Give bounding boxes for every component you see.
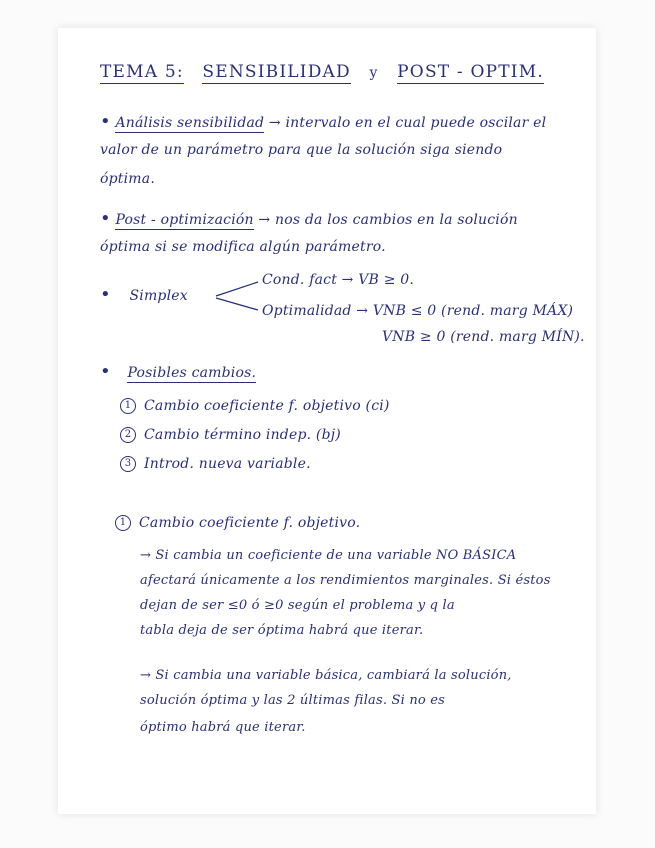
cambios-title: Posibles cambios. <box>127 365 257 381</box>
title-and: y <box>369 65 379 81</box>
detalle-p2-line: óptimo habrá que iterar. <box>140 720 306 735</box>
simplex-label <box>100 286 188 304</box>
cambios-item-1 <box>120 398 390 414</box>
postopt-term: Post - optimización <box>115 212 254 228</box>
bullet-icon: • <box>100 284 111 305</box>
simplex-cond-optimalidad-max: Optimalidad → VNB ≤ 0 (rend. marg MÁX) <box>262 303 574 319</box>
page-title <box>100 62 544 82</box>
detalle-heading <box>115 515 360 531</box>
sensibilidad-def-2: valor de un parámetro para que la solución siga siendo <box>100 142 503 158</box>
cambios-item-text: Cambio coeficiente f. objetivo (ci) <box>144 398 390 414</box>
sensibilidad-def-3: óptima. <box>100 171 155 187</box>
detalle-p2-line: → Si cambia una variable básica, cambiará la solución, <box>140 668 512 683</box>
cambios-item-3 <box>120 456 311 472</box>
detalle-title: Cambio coeficiente f. objetivo. <box>139 515 361 531</box>
detalle-p1-line: afectará únicamente a los rendimientos marginales. Si éstos <box>140 573 551 588</box>
sensibilidad-term: Análisis sensibilidad <box>115 115 265 131</box>
postopt-line1 <box>100 210 518 228</box>
bullet-icon: • <box>100 361 111 382</box>
cambios-heading <box>100 363 256 381</box>
simplex-cond-factibilidad: Cond. fact → VB ≥ 0. <box>262 272 415 288</box>
cambios-item-2 <box>120 427 341 443</box>
bullet-icon: • <box>100 111 111 132</box>
title-topic1: SENSIBILIDAD <box>202 62 351 82</box>
cambios-item-text: Introd. nueva variable. <box>144 456 311 472</box>
detalle-p2-line: solución óptima y las 2 últimas filas. Si no es <box>140 693 446 708</box>
sensibilidad-def-1: → intervalo en el cual puede oscilar el <box>268 115 547 131</box>
sensibilidad-line1 <box>100 113 546 131</box>
cambios-item-text: Cambio término indep. (bj) <box>144 427 341 443</box>
branch-lines-icon <box>212 272 264 318</box>
circled-number: 1 <box>120 398 136 414</box>
title-topic2: POST - OPTIM. <box>397 62 544 82</box>
simplex-term: Simplex <box>129 288 188 304</box>
detalle-p1-line: tabla deja de ser óptima habrá que iterar. <box>140 623 424 638</box>
detalle-p1-line: dejan de ser ≤0 ó ≥0 según el problema y q la <box>140 598 455 613</box>
title-tema: TEMA 5: <box>100 62 184 82</box>
postopt-def-1: → nos da los cambios en la solución <box>258 212 518 228</box>
detalle-p1-line: → Si cambia un coeficiente de una variable NO BÁSICA <box>140 548 517 563</box>
postopt-def-2: óptima si se modifica algún parámetro. <box>100 239 386 255</box>
bullet-icon: • <box>100 208 111 229</box>
simplex-cond-optimalidad-min: VNB ≥ 0 (rend. marg MÍN). <box>382 329 585 345</box>
circled-number: 3 <box>120 456 136 472</box>
circled-number: 1 <box>115 515 131 531</box>
circled-number: 2 <box>120 427 136 443</box>
